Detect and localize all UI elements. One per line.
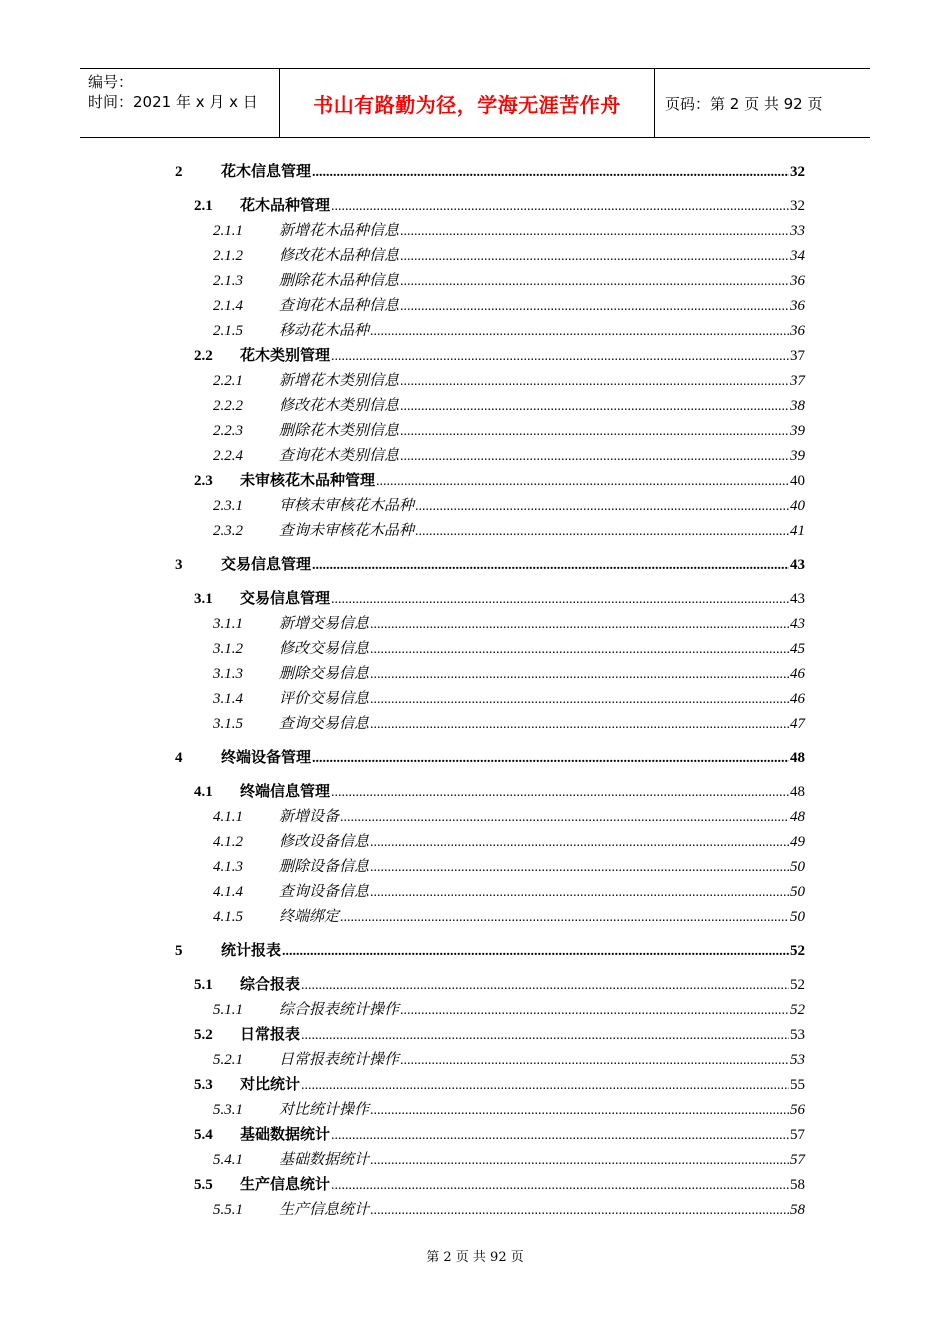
header-meta <box>80 69 280 137</box>
toc-page-number: 37 <box>790 348 805 364</box>
toc-page-number: 40 <box>790 473 805 489</box>
toc-leader-dots <box>370 667 789 683</box>
toc-leader-dots <box>312 751 789 767</box>
toc-title: 查询设备信息 <box>279 882 370 900</box>
toc-entry-level2[interactable] <box>194 1173 805 1195</box>
toc-title: 新增设备 <box>279 807 340 825</box>
toc-entry-level3[interactable] <box>213 244 805 266</box>
toc-title: 终端绑定 <box>279 907 340 925</box>
toc-page-number: 45 <box>790 641 805 657</box>
toc-leader-dots <box>376 474 789 490</box>
toc-leader-dots <box>370 835 789 851</box>
toc-page-number: 48 <box>790 809 805 825</box>
toc-number: 4.1 <box>194 784 213 800</box>
toc-leader-dots <box>400 1053 789 1069</box>
toc-title: 删除花木类别信息 <box>279 421 400 439</box>
toc-leader-dots <box>331 349 789 365</box>
toc-leader-dots <box>400 299 789 315</box>
toc-number: 2 <box>175 164 183 180</box>
toc-title: 花木信息管理 <box>221 162 312 180</box>
header-motto: 书山有路勤为径，学海无涯苦作舟 <box>280 69 655 137</box>
toc-number: 5.1 <box>194 977 213 993</box>
toc-entry-level3[interactable] <box>213 905 805 927</box>
toc-title: 评价交易信息 <box>279 689 370 707</box>
toc-page-number: 50 <box>790 859 805 875</box>
toc-entry-level2[interactable] <box>194 1073 805 1095</box>
toc-entry-level3[interactable] <box>213 687 805 709</box>
toc-page-number: 33 <box>790 223 805 239</box>
toc-leader-dots <box>331 1128 789 1144</box>
toc-title: 未审核花木品种管理 <box>240 471 376 489</box>
toc-page-number: 52 <box>790 1002 805 1018</box>
toc-entry-level3[interactable] <box>213 712 805 734</box>
toc-leader-dots <box>301 978 789 994</box>
toc-number: 4.1.4 <box>213 884 243 900</box>
toc-title: 删除设备信息 <box>279 857 370 875</box>
toc-page-number: 39 <box>790 423 805 439</box>
toc-number: 4.1.3 <box>213 859 243 875</box>
toc-entry-level3[interactable] <box>213 294 805 316</box>
toc-number: 2.2 <box>194 348 213 364</box>
toc-leader-dots <box>400 1003 789 1019</box>
toc-entry-level3[interactable] <box>213 1148 805 1170</box>
toc-leader-dots <box>370 692 789 708</box>
toc-title: 修改设备信息 <box>279 832 370 850</box>
toc-title: 查询未审核花木品种 <box>279 521 415 539</box>
toc-title: 终端信息管理 <box>240 782 331 800</box>
toc-page-number: 36 <box>790 323 805 339</box>
toc-leader-dots <box>301 1028 789 1044</box>
toc-number: 2.1.1 <box>213 223 243 239</box>
toc-page-number: 58 <box>790 1177 805 1193</box>
toc-title: 移动花木品种 <box>279 321 370 339</box>
toc-title: 基础数据统计 <box>240 1125 331 1143</box>
toc-number: 2.2.3 <box>213 423 243 439</box>
toc-title: 对比统计操作 <box>279 1100 370 1118</box>
toc-page-number: 43 <box>790 591 805 607</box>
toc-leader-dots <box>400 449 789 465</box>
toc-number: 5.4 <box>194 1127 213 1143</box>
toc-entry-level3[interactable] <box>213 1098 805 1120</box>
toc-title: 查询交易信息 <box>279 714 370 732</box>
toc-number: 3 <box>175 557 183 573</box>
toc-title: 查询花木品种信息 <box>279 296 400 314</box>
toc-entry-level2[interactable] <box>194 469 805 491</box>
time-label: 时间：2021 年 x 月 x 日 <box>88 93 258 111</box>
toc-title: 审核未审核花木品种 <box>279 496 415 514</box>
toc-entry-level2[interactable] <box>194 194 805 216</box>
toc-number: 5.3.1 <box>213 1102 243 1118</box>
toc-title: 综合报表 <box>240 975 301 993</box>
toc-leader-dots <box>370 617 789 633</box>
toc-number: 2.3.1 <box>213 498 243 514</box>
toc-entry-level1[interactable] <box>175 746 805 768</box>
toc-number: 2.1.2 <box>213 248 243 264</box>
toc-leader-dots <box>400 424 789 440</box>
toc-number: 2.1.3 <box>213 273 243 289</box>
toc-entry-level3[interactable] <box>213 612 805 634</box>
toc-number: 5.5 <box>194 1177 213 1193</box>
toc-page-number: 56 <box>790 1102 805 1118</box>
toc-page-number: 41 <box>790 523 805 539</box>
toc-leader-dots <box>415 499 789 515</box>
toc-leader-dots <box>370 642 789 658</box>
toc-entry-level3[interactable] <box>213 855 805 877</box>
toc-page-number: 57 <box>790 1127 805 1143</box>
toc-leader-dots <box>331 785 789 801</box>
toc-number: 2.2.2 <box>213 398 243 414</box>
toc-leader-dots <box>400 274 789 290</box>
toc-number: 2.3.2 <box>213 523 243 539</box>
toc-title: 删除交易信息 <box>279 664 370 682</box>
toc-page-number: 48 <box>790 750 805 766</box>
toc-leader-dots <box>400 224 789 240</box>
toc-page-number: 47 <box>790 716 805 732</box>
toc-title: 对比统计 <box>240 1075 301 1093</box>
toc-number: 3.1.5 <box>213 716 243 732</box>
toc-number: 2.3 <box>194 473 213 489</box>
toc-entry-level3[interactable] <box>213 805 805 827</box>
toc-number: 4 <box>175 750 183 766</box>
toc-leader-dots <box>400 374 789 390</box>
toc-number: 5 <box>175 943 183 959</box>
toc-title: 生产信息统计 <box>240 1175 331 1193</box>
toc-leader-dots <box>400 399 789 415</box>
toc-title: 交易信息管理 <box>221 555 312 573</box>
toc-entry-level2[interactable] <box>194 973 805 995</box>
toc-title: 生产信息统计 <box>279 1200 370 1218</box>
toc-entry-level3[interactable] <box>213 880 805 902</box>
toc-leader-dots <box>331 199 789 215</box>
toc-entry-level3[interactable] <box>213 269 805 291</box>
toc-title: 统计报表 <box>221 941 282 959</box>
toc-title: 交易信息管理 <box>240 589 331 607</box>
toc-page-number: 57 <box>790 1152 805 1168</box>
toc-entry-level3[interactable] <box>213 319 805 341</box>
toc-leader-dots <box>282 944 789 960</box>
toc-page-number: 50 <box>790 884 805 900</box>
toc-title: 修改交易信息 <box>279 639 370 657</box>
toc-page-number: 53 <box>790 1052 805 1068</box>
toc-leader-dots <box>370 1103 789 1119</box>
toc-page-number: 46 <box>790 666 805 682</box>
toc-entry-level3[interactable] <box>213 369 805 391</box>
toc-page-number: 32 <box>790 198 805 214</box>
toc-title: 基础数据统计 <box>279 1150 370 1168</box>
toc-number: 3.1.2 <box>213 641 243 657</box>
toc-page-number: 43 <box>790 616 805 632</box>
toc-number: 2.1 <box>194 198 213 214</box>
toc-number: 5.4.1 <box>213 1152 243 1168</box>
toc-entry-level3[interactable] <box>213 998 805 1020</box>
toc-number: 3.1.4 <box>213 691 243 707</box>
toc-number: 5.5.1 <box>213 1202 243 1218</box>
toc-leader-dots <box>312 165 789 181</box>
toc-title: 花木类别管理 <box>240 346 331 364</box>
toc-entry-level3[interactable] <box>213 219 805 241</box>
toc-page-number: 52 <box>790 943 805 959</box>
toc-entry-level2[interactable] <box>194 1123 805 1145</box>
toc-number: 2.2.1 <box>213 373 243 389</box>
toc-page-number: 39 <box>790 448 805 464</box>
toc-title: 新增花木品种信息 <box>279 221 400 239</box>
toc-leader-dots <box>370 717 789 733</box>
toc-number: 5.2 <box>194 1027 213 1043</box>
toc-number: 3.1 <box>194 591 213 607</box>
toc-page-number: 53 <box>790 1027 805 1043</box>
toc-leader-dots <box>370 860 789 876</box>
toc-page-number: 38 <box>790 398 805 414</box>
toc-number: 5.3 <box>194 1077 213 1093</box>
toc-page-number: 49 <box>790 834 805 850</box>
toc-leader-dots <box>370 1153 789 1169</box>
toc-entry-level3[interactable] <box>213 444 805 466</box>
toc-page-number: 50 <box>790 909 805 925</box>
toc-title: 修改花木品种信息 <box>279 246 400 264</box>
toc-page-number: 34 <box>790 248 805 264</box>
toc-number: 4.1.1 <box>213 809 243 825</box>
toc-entry-level3[interactable] <box>213 662 805 684</box>
toc-entry-level3[interactable] <box>213 637 805 659</box>
toc-leader-dots <box>370 1203 789 1219</box>
toc-leader-dots <box>400 249 789 265</box>
toc-title: 综合报表统计操作 <box>279 1000 400 1018</box>
toc-number: 4.1.5 <box>213 909 243 925</box>
toc-title: 新增花木类别信息 <box>279 371 400 389</box>
toc-entry-level2[interactable] <box>194 344 805 366</box>
toc-page-number: 32 <box>790 164 805 180</box>
toc-entry-level1[interactable] <box>175 553 805 575</box>
toc-number: 3.1.3 <box>213 666 243 682</box>
toc-number: 5.2.1 <box>213 1052 243 1068</box>
toc-leader-dots <box>340 810 789 826</box>
toc-title: 花木品种管理 <box>240 196 331 214</box>
toc-page-number: 36 <box>790 273 805 289</box>
toc-number: 4.1.2 <box>213 834 243 850</box>
toc-leader-dots <box>301 1078 789 1094</box>
toc-leader-dots <box>340 910 789 926</box>
toc-leader-dots <box>331 1178 789 1194</box>
toc-title: 修改花木类别信息 <box>279 396 400 414</box>
toc-entry-level3[interactable] <box>213 394 805 416</box>
toc-title: 新增交易信息 <box>279 614 370 632</box>
toc-entry-level3[interactable] <box>213 519 805 541</box>
toc-leader-dots <box>415 524 789 540</box>
header-page-info: 页码：第 2 页 共 92 页 <box>665 94 823 113</box>
page-header <box>80 68 870 138</box>
toc-page-number: 55 <box>790 1077 805 1093</box>
toc-page-number: 43 <box>790 557 805 573</box>
toc-leader-dots <box>370 324 789 340</box>
toc-title: 删除花木品种信息 <box>279 271 400 289</box>
toc-entry-level3[interactable] <box>213 419 805 441</box>
toc-page-number: 52 <box>790 977 805 993</box>
toc-leader-dots <box>331 592 789 608</box>
toc-entry-level2[interactable] <box>194 587 805 609</box>
toc-entry-level3[interactable] <box>213 494 805 516</box>
toc-page-number: 48 <box>790 784 805 800</box>
toc-page-number: 37 <box>790 373 805 389</box>
toc-page-number: 58 <box>790 1202 805 1218</box>
toc-title: 终端设备管理 <box>221 748 312 766</box>
toc-entry-level1[interactable] <box>175 939 805 961</box>
toc-leader-dots <box>312 558 789 574</box>
page-footer: 第 2 页 共 92 页 <box>426 1250 524 1265</box>
toc-number: 2.2.4 <box>213 448 243 464</box>
toc-number: 2.1.5 <box>213 323 243 339</box>
serial-label: 编号： <box>88 73 134 91</box>
toc-entry-level3[interactable] <box>213 830 805 852</box>
toc-title: 查询花木类别信息 <box>279 446 400 464</box>
toc-number: 2.1.4 <box>213 298 243 314</box>
toc-leader-dots <box>370 885 789 901</box>
toc-entry-level2[interactable] <box>194 780 805 802</box>
toc-page-number: 46 <box>790 691 805 707</box>
toc-entry-level1[interactable] <box>175 160 805 182</box>
toc-page-number: 36 <box>790 298 805 314</box>
toc-page-number: 40 <box>790 498 805 514</box>
toc-title: 日常报表统计操作 <box>279 1050 400 1068</box>
toc-entry-level3[interactable] <box>213 1198 805 1220</box>
toc-number: 5.1.1 <box>213 1002 243 1018</box>
toc-entry-level2[interactable] <box>194 1023 805 1045</box>
toc-entry-level3[interactable] <box>213 1048 805 1070</box>
toc-number: 3.1.1 <box>213 616 243 632</box>
toc-title: 日常报表 <box>240 1025 301 1043</box>
